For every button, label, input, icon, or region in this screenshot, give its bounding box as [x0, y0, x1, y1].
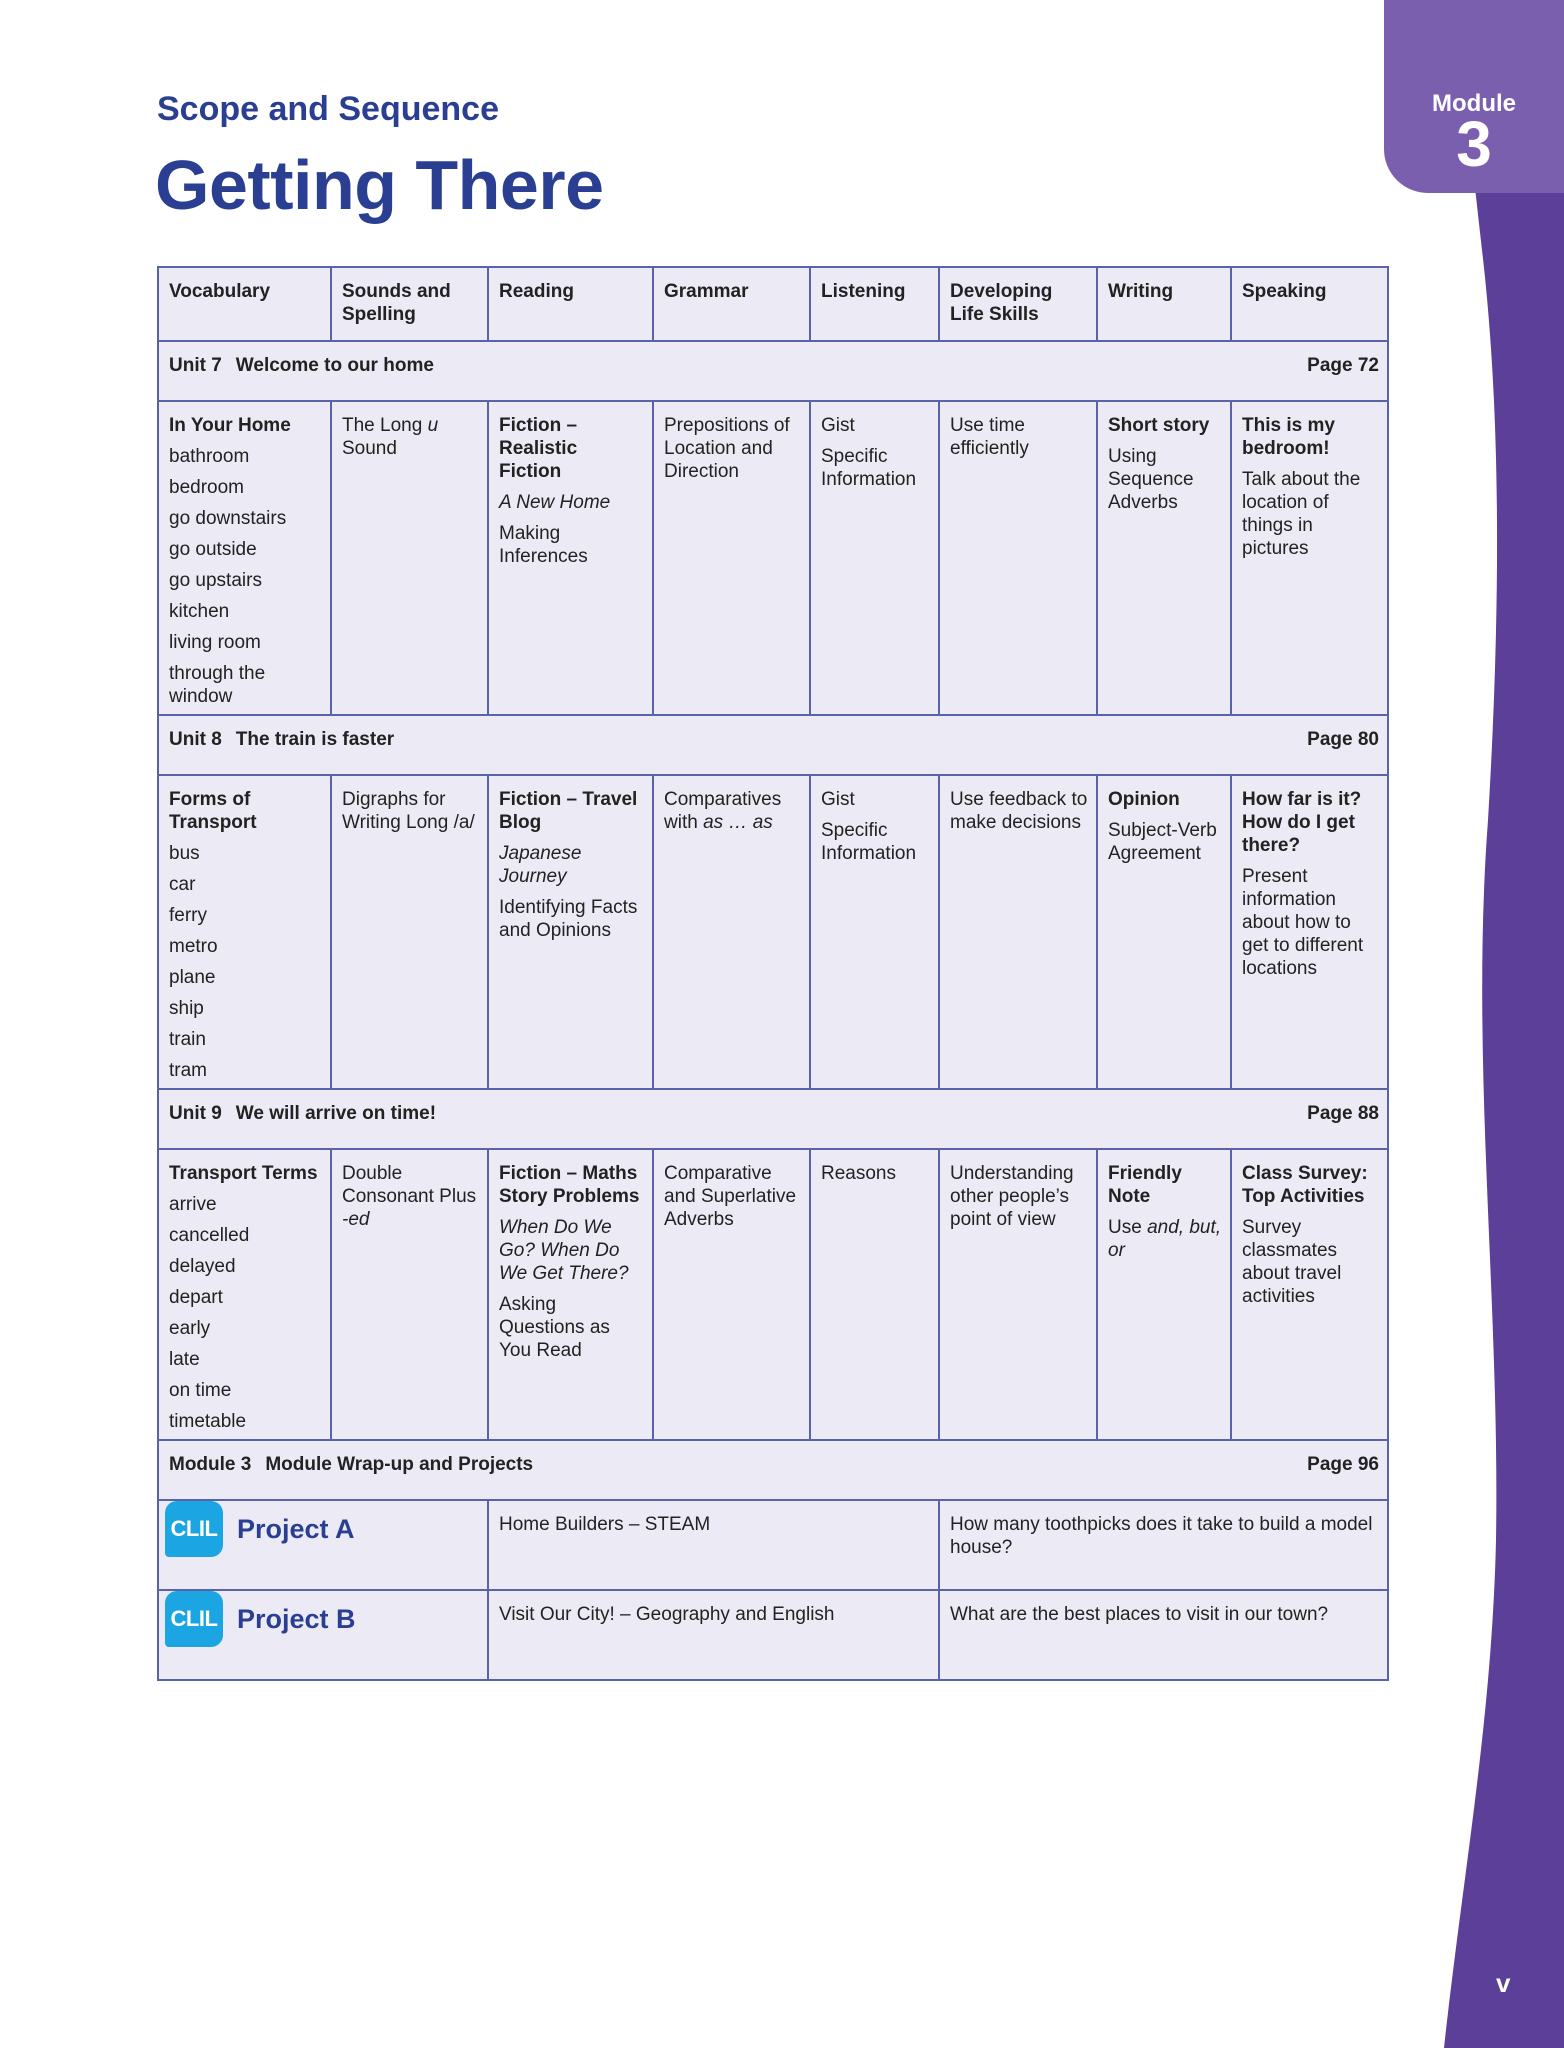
- reading-skill: Making Inferences: [499, 523, 588, 567]
- reading-heading: Fiction – Maths Story Problems: [499, 1163, 640, 1207]
- page-number: v: [1496, 1968, 1511, 1998]
- sounds-text: Digraphs for Writing Long /a/: [342, 789, 475, 833]
- col-header-listening: Listening: [810, 267, 939, 341]
- sounds-cell: [331, 401, 488, 715]
- writing-cell: [1097, 401, 1231, 715]
- writing-heading: Opinion: [1108, 789, 1180, 810]
- module-tab-number: 3: [1456, 108, 1492, 180]
- listening-cell: [810, 1149, 939, 1440]
- sounds-cell: [331, 775, 488, 1089]
- scope-table: [157, 266, 1389, 1681]
- reading-cell: [488, 1149, 653, 1440]
- vocabulary-cell: [158, 775, 331, 1089]
- vocab-item: plane: [169, 967, 216, 988]
- vocab-item: ship: [169, 998, 204, 1019]
- writing-text: Using Sequence Adverbs: [1108, 446, 1194, 513]
- reading-heading: Fiction – Travel Blog: [499, 789, 638, 833]
- sounds-italic: u: [427, 415, 439, 436]
- listening-item: Gist: [821, 415, 855, 436]
- speaking-cell: [1231, 775, 1388, 1089]
- vocab-item: early: [169, 1318, 211, 1339]
- vocab-heading: In Your Home: [169, 415, 291, 436]
- column-header-row: [158, 267, 1388, 341]
- vocab-item: cancelled: [169, 1225, 250, 1246]
- project-topic: Visit Our City! – Geography and English: [488, 1590, 939, 1680]
- module-tab-label: Module: [1432, 90, 1516, 117]
- unit-band: [158, 715, 1388, 775]
- vocab-item: go upstairs: [169, 570, 262, 591]
- listening-item: Gist: [821, 789, 855, 810]
- reading-skill: Identifying Facts and Opinions: [499, 897, 638, 941]
- project-question: How many toothpicks does it take to build a model house?: [939, 1500, 1388, 1590]
- reading-story: When Do We Go? When Do We Get There?: [499, 1217, 629, 1284]
- project-name: Project A: [237, 1513, 355, 1544]
- unit-page: Page 72: [1307, 355, 1379, 376]
- vocab-item: go downstairs: [169, 508, 287, 529]
- col-header-reading: Reading: [488, 267, 653, 341]
- project-row: [158, 1500, 1388, 1590]
- vocab-item: tram: [169, 1060, 207, 1081]
- col-header-grammar: Grammar: [653, 267, 810, 341]
- life-skills-cell: Use time efficiently: [939, 401, 1097, 715]
- sounds-italic: -ed: [342, 1209, 370, 1230]
- writing-text: Subject-Verb Agreement: [1108, 820, 1217, 864]
- project-row: [158, 1590, 1388, 1680]
- listening-cell: [810, 775, 939, 1089]
- clil-badge-icon: CLIL: [165, 1591, 223, 1647]
- grammar-text: Comparatives with: [664, 789, 782, 833]
- vocab-item: on time: [169, 1380, 232, 1401]
- listening-item: Specific Information: [821, 446, 917, 490]
- vocab-heading: Transport Terms: [169, 1163, 318, 1184]
- grammar-text: Prepositions of Location and Direction: [664, 415, 790, 482]
- vocab-item: metro: [169, 936, 218, 957]
- reading-cell: [488, 401, 653, 715]
- unit-label: Unit 9: [169, 1103, 222, 1124]
- speaking-text: Present information about how to get to different locations: [1242, 866, 1364, 979]
- unit-label: Unit 8: [169, 729, 222, 750]
- listening-cell: [810, 401, 939, 715]
- life-skills-cell: Understanding other people’s point of view: [939, 1149, 1097, 1440]
- speaking-heading: This is my bedroom!: [1242, 415, 1335, 459]
- project-name: Project B: [237, 1603, 356, 1634]
- speaking-cell: [1231, 401, 1388, 715]
- vocab-item: living room: [169, 632, 261, 653]
- vocab-item: kitchen: [169, 601, 230, 622]
- vocab-item: depart: [169, 1287, 223, 1308]
- clil-badge-icon: CLIL: [165, 1501, 223, 1557]
- vocabulary-cell: [158, 1149, 331, 1440]
- vocab-heading: Forms of Transport: [169, 789, 257, 833]
- speaking-cell: [1231, 1149, 1388, 1440]
- unit-band: [158, 341, 1388, 401]
- unit-band: [158, 1089, 1388, 1149]
- unit-page: Page 80: [1307, 729, 1379, 750]
- col-header-vocabulary: Vocabulary: [158, 267, 331, 341]
- wrapup-band: [158, 1440, 1388, 1500]
- unit-title: Welcome to our home: [235, 355, 434, 376]
- col-header-life-skills: Developing Life Skills: [939, 267, 1097, 341]
- project-topic: Home Builders – STEAM: [488, 1500, 939, 1590]
- writing-cell: [1097, 775, 1231, 1089]
- reading-story: A New Home: [499, 492, 611, 513]
- vocab-item: ferry: [169, 905, 207, 926]
- wrapup-page: Page 96: [1307, 1454, 1379, 1475]
- vocab-item: go outside: [169, 539, 257, 560]
- grammar-italic: as … as: [703, 812, 773, 833]
- col-header-writing: Writing: [1097, 267, 1231, 341]
- speaking-text: Survey classmates about travel activities: [1242, 1217, 1342, 1307]
- unit-page: Page 88: [1307, 1103, 1379, 1124]
- unit-label: Unit 7: [169, 355, 222, 376]
- writing-text: Use: [1108, 1217, 1148, 1238]
- speaking-heading: How far is it? How do I get there?: [1242, 789, 1362, 856]
- listening-item: Specific Information: [821, 820, 917, 864]
- vocab-item: timetable: [169, 1411, 247, 1432]
- listening-item: Reasons: [821, 1163, 896, 1184]
- vocab-item: late: [169, 1349, 200, 1370]
- sounds-text: The Long: [342, 415, 428, 436]
- grammar-text: Comparative and Superlative Adverbs: [664, 1163, 797, 1230]
- project-name-cell: [158, 1590, 488, 1680]
- grammar-cell: [653, 1149, 810, 1440]
- vocabulary-cell: [158, 401, 331, 715]
- sounds-text-end: Sound: [342, 438, 397, 459]
- unit-content-row: [158, 1149, 1388, 1440]
- unit-title: The train is faster: [235, 729, 395, 750]
- project-question: What are the best places to visit in our town?: [939, 1590, 1388, 1680]
- reading-skill: Asking Questions as You Read: [499, 1294, 610, 1361]
- vocab-item: bathroom: [169, 446, 250, 467]
- vocab-item: arrive: [169, 1194, 217, 1215]
- col-header-speaking: Speaking: [1231, 267, 1388, 341]
- speaking-text: Talk about the location of things in pictures: [1242, 469, 1361, 559]
- page-kicker: Scope and Sequence: [157, 90, 499, 128]
- vocab-item: delayed: [169, 1256, 236, 1277]
- writing-cell: [1097, 1149, 1231, 1440]
- writing-heading: Short story: [1108, 415, 1210, 436]
- sounds-cell: [331, 1149, 488, 1440]
- page-title: Getting There: [155, 146, 604, 224]
- grammar-cell: [653, 775, 810, 1089]
- vocab-item: car: [169, 874, 196, 895]
- sounds-text: Double Consonant Plus: [342, 1163, 477, 1207]
- vocab-item: train: [169, 1029, 206, 1050]
- unit-content-row: [158, 401, 1388, 715]
- wrapup-label: Module 3: [169, 1454, 252, 1475]
- writing-heading: Friendly Note: [1108, 1163, 1182, 1207]
- unit-content-row: [158, 775, 1388, 1089]
- wrapup-title: Module Wrap-up and Projects: [265, 1454, 534, 1475]
- project-name-cell: [158, 1500, 488, 1590]
- reading-heading: Fiction – Realistic Fiction: [499, 415, 578, 482]
- unit-title: We will arrive on time!: [235, 1103, 437, 1124]
- module-tab: [1384, 0, 1564, 193]
- vocab-item: through the window: [169, 663, 266, 707]
- writing-italic: and, but, or: [1108, 1217, 1222, 1261]
- vocab-item: bus: [169, 843, 200, 864]
- reading-cell: [488, 775, 653, 1089]
- life-skills-cell: Use feedback to make decisions: [939, 775, 1097, 1089]
- reading-story: Japanese Journey: [499, 843, 582, 887]
- col-header-sounds: Sounds and Spelling: [331, 267, 488, 341]
- grammar-cell: [653, 401, 810, 715]
- speaking-heading: Class Survey: Top Activities: [1242, 1163, 1368, 1207]
- vocab-item: bedroom: [169, 477, 244, 498]
